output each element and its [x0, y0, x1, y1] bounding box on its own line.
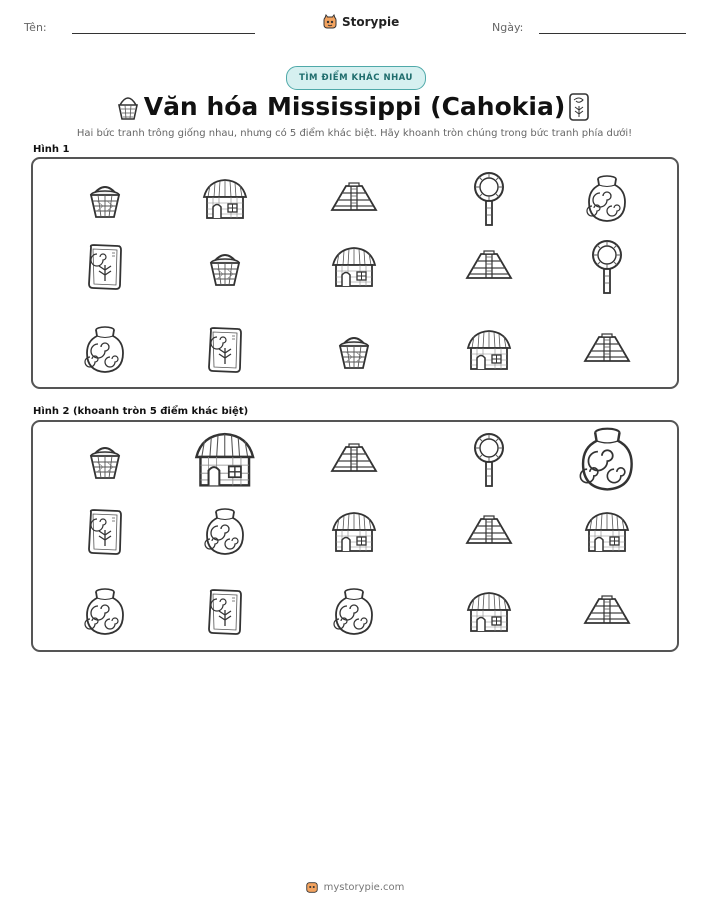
picture-1-basket-icon — [85, 177, 125, 221]
picture-2-pyramid-icon[interactable] — [330, 443, 378, 477]
brand-name: Storypie — [342, 15, 400, 29]
picture-2-tablet-icon[interactable] — [86, 508, 124, 556]
picture-1-basket-icon — [334, 328, 374, 372]
picture-1-panel — [31, 157, 679, 389]
footer-site[interactable]: mystorypie.com — [323, 881, 405, 893]
picture-1-mirror-icon — [589, 238, 625, 296]
picture-2-basket-icon[interactable] — [85, 438, 125, 482]
instructions: Hai bức tranh trông giống nhau, nhưng có 5 điểm khác biệt. Hãy khoanh tròn chúng trong bức tranh phía dưới! — [76, 128, 633, 139]
picture-2-mirror-icon[interactable] — [471, 431, 507, 489]
picture-2-hut-icon[interactable] — [582, 510, 632, 554]
picture-2-pot-icon[interactable] — [204, 507, 246, 557]
picture-1-pyramid-icon — [583, 333, 631, 367]
picture-1-pyramid-icon — [330, 182, 378, 216]
picture-2-tablet-icon[interactable] — [206, 588, 244, 636]
picture-2-label: Hình 2 (khoanh tròn 5 điểm khác biệt) — [33, 406, 249, 417]
picture-1-mirror-icon — [471, 170, 507, 228]
picture-2-pot-icon[interactable] — [84, 587, 126, 637]
page-title: Văn hóa Mississippi (Cahokia) — [143, 92, 566, 121]
picture-2-pyramid-icon[interactable] — [583, 595, 631, 629]
picture-1-pot-icon — [586, 174, 628, 224]
brand-logo — [322, 14, 399, 30]
picture-1-basket-icon — [205, 245, 245, 289]
picture-2-hut-icon[interactable] — [329, 510, 379, 554]
storypie-mascot-icon — [305, 880, 319, 894]
picture-2-hut-icon[interactable] — [464, 590, 514, 634]
name-label: Tên: — [24, 21, 47, 34]
date-label: Ngày: — [492, 21, 524, 34]
picture-1-tablet-icon — [86, 243, 124, 291]
tablet-title-icon — [568, 92, 590, 126]
picture-2-pot-icon[interactable] — [579, 426, 636, 494]
picture-1-hut-icon — [200, 177, 250, 221]
storypie-mascot-icon — [322, 14, 338, 30]
picture-1-pyramid-icon — [465, 250, 513, 284]
picture-2-hut-icon[interactable] — [191, 430, 259, 489]
date-line[interactable] — [539, 33, 686, 34]
picture-2-pyramid-icon[interactable] — [465, 515, 513, 549]
picture-1-pot-icon — [84, 325, 126, 375]
picture-1-hut-icon — [329, 245, 379, 289]
picture-2-pot-icon[interactable] — [333, 587, 375, 637]
picture-2-panel[interactable] — [31, 420, 679, 652]
picture-1-label: Hình 1 — [33, 144, 70, 155]
footer — [0, 880, 709, 894]
picture-1-hut-icon — [464, 328, 514, 372]
worksheet-badge: TÌM ĐIỂM KHÁC NHAU — [286, 66, 426, 90]
name-line[interactable] — [72, 33, 255, 34]
picture-1-tablet-icon — [206, 326, 244, 374]
